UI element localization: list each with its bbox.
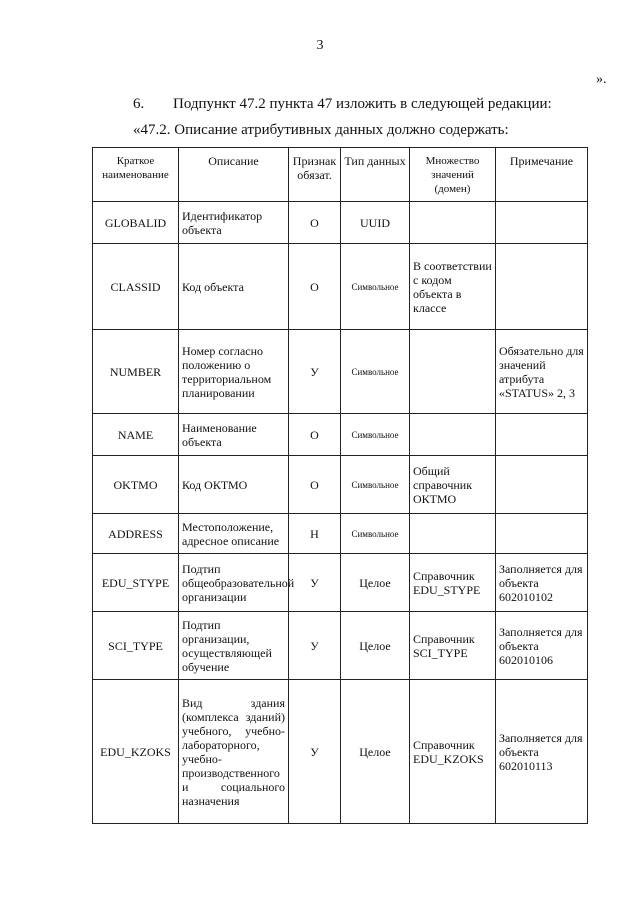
table-row xyxy=(93,244,588,330)
cell-type: Символьное xyxy=(341,456,410,514)
cell-note: Заполняется для объекта 602010106 xyxy=(496,612,588,680)
table-header-row xyxy=(93,148,588,202)
cell-note xyxy=(496,244,588,330)
cell-note xyxy=(496,414,588,456)
cell-mandatory: У xyxy=(289,554,341,612)
cell-description: Местоположение, адресное описание xyxy=(179,514,289,554)
table-row xyxy=(93,456,588,514)
cell-description: Вид здания (комплекса зданий) учебного, учебно-лабораторного, учебно-производственного и социального назначения xyxy=(179,680,289,824)
paragraph-6 xyxy=(133,96,552,113)
cell-short-name: NAME xyxy=(93,414,179,456)
cell-type: Символьное xyxy=(341,330,410,414)
cell-note: Обязательно для значений атрибута «STATUS» 2, 3 xyxy=(496,330,588,414)
table-row xyxy=(93,680,588,824)
table-row xyxy=(93,554,588,612)
cell-type: Целое xyxy=(341,680,410,824)
cell-short-name: ADDRESS xyxy=(93,514,179,554)
cell-mandatory: У xyxy=(289,680,341,824)
header-short-name: Краткое наименование xyxy=(93,148,179,202)
cell-mandatory: О xyxy=(289,456,341,514)
cell-mandatory: О xyxy=(289,414,341,456)
cell-mandatory: У xyxy=(289,330,341,414)
attributes-table xyxy=(92,147,588,824)
cell-description: Номер согласно положению о территориальном планировании xyxy=(179,330,289,414)
paragraph-text: Подпункт 47.2 пункта 47 изложить в следующей редакции: xyxy=(173,96,552,112)
intro-text: «47.2. Описание атрибутивных данных должно содержать: xyxy=(133,122,509,138)
cell-type: Символьное xyxy=(341,244,410,330)
header-mandatory: Признак обязат. xyxy=(289,148,341,202)
cell-mandatory: О xyxy=(289,244,341,330)
cell-short-name: EDU_STYPE xyxy=(93,554,179,612)
cell-description: Код объекта xyxy=(179,244,289,330)
cell-type: Символьное xyxy=(341,514,410,554)
paragraph-number: 6. xyxy=(133,96,145,112)
cell-description: Наименование объекта xyxy=(179,414,289,456)
cell-type: Целое xyxy=(341,554,410,612)
cell-domain: Справочник EDU_KZOKS xyxy=(410,680,496,824)
cell-short-name: NUMBER xyxy=(93,330,179,414)
cell-domain xyxy=(410,414,496,456)
cell-domain: Справочник EDU_STYPE xyxy=(410,554,496,612)
closing-quote: ». xyxy=(596,72,607,87)
cell-note: Заполняется для объекта 602010102 xyxy=(496,554,588,612)
table-row xyxy=(93,202,588,244)
cell-short-name: SCI_TYPE xyxy=(93,612,179,680)
cell-description: Подтип общеобразовательной организации xyxy=(179,554,289,612)
header-type: Тип данных xyxy=(341,148,410,202)
cell-short-name: CLASSID xyxy=(93,244,179,330)
cell-domain xyxy=(410,330,496,414)
cell-short-name: GLOBALID xyxy=(93,202,179,244)
cell-note xyxy=(496,456,588,514)
cell-short-name: EDU_KZOKS xyxy=(93,680,179,824)
table-row xyxy=(93,612,588,680)
cell-domain xyxy=(410,202,496,244)
cell-note: Заполняется для объекта 602010113 xyxy=(496,680,588,824)
header-description: Описание xyxy=(179,148,289,202)
cell-description: Идентификатор объекта xyxy=(179,202,289,244)
cell-type: UUID xyxy=(341,202,410,244)
cell-description: Код ОКТМО xyxy=(179,456,289,514)
page-number: 3 xyxy=(316,38,324,53)
cell-note xyxy=(496,202,588,244)
cell-type: Символьное xyxy=(341,414,410,456)
cell-domain xyxy=(410,514,496,554)
cell-domain: Общий справочник ОКТМО xyxy=(410,456,496,514)
header-domain: Множество значений (домен) xyxy=(410,148,496,202)
table-row xyxy=(93,514,588,554)
cell-mandatory: У xyxy=(289,612,341,680)
cell-domain: В соответствии с кодом объекта в классе xyxy=(410,244,496,330)
table-row xyxy=(93,414,588,456)
cell-domain: Справочник SCI_TYPE xyxy=(410,612,496,680)
cell-note xyxy=(496,514,588,554)
cell-mandatory: О xyxy=(289,202,341,244)
cell-short-name: OKTMO xyxy=(93,456,179,514)
cell-mandatory: Н xyxy=(289,514,341,554)
cell-type: Целое xyxy=(341,612,410,680)
table-row xyxy=(93,330,588,414)
cell-description: Подтип организации, осуществляющей обучение xyxy=(179,612,289,680)
header-note: Примечание xyxy=(496,148,588,202)
